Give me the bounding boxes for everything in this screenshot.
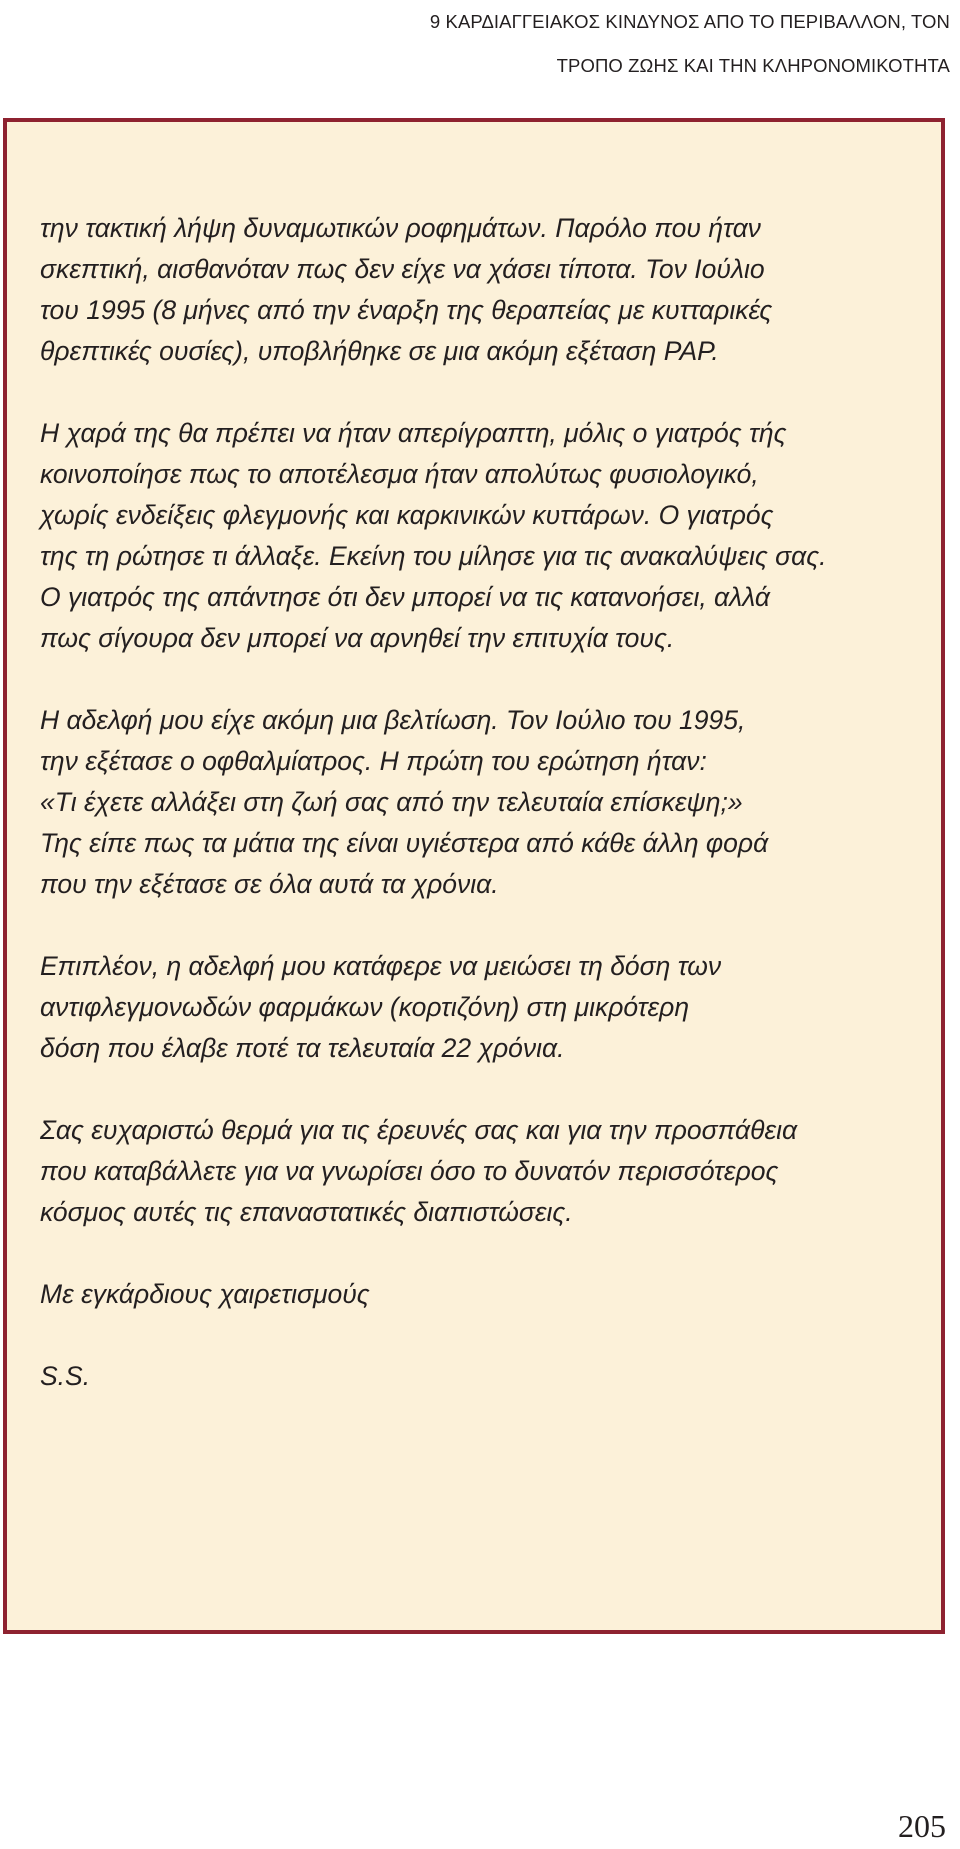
letter-line: Επιπλέον, η αδελφή μου κατάφερε να μειώσει τη δόση των xyxy=(40,951,722,981)
letter-paragraph xyxy=(40,1356,920,1397)
letter-line: που την εξέτασε σε όλα αυτά τα χρόνια. xyxy=(40,869,499,899)
letter-paragraph xyxy=(40,1110,920,1233)
letter-line: κοινοποίησε πως το αποτέλεσμα ήταν απολύτως φυσιολογικό, xyxy=(40,459,759,489)
letter-line: που καταβάλλετε για να γνωρίσει όσο το δυνατόν περισσότερος xyxy=(40,1156,779,1186)
letter-line: την εξέτασε ο οφθαλμίατρος. Η πρώτη του ερώτηση ήταν: xyxy=(40,746,707,776)
letter-paragraph xyxy=(40,1274,920,1315)
running-header xyxy=(150,0,950,88)
letter-body xyxy=(40,208,920,1438)
letter-line: θρεπτικές ουσίες), υποβλήθηκε σε μια ακόμη εξέταση PAP. xyxy=(40,336,719,366)
letter-paragraph xyxy=(40,700,920,905)
letter-line: Η χαρά της θα πρέπει να ήταν απερίγραπτη, μόλις ο γιατρός τής xyxy=(40,418,787,448)
letter-box xyxy=(3,118,945,1634)
letter-line: Η αδελφή μου είχε ακόμη μια βελτίωση. Τον Ιούλιο του 1995, xyxy=(40,705,746,735)
letter-line: την τακτική λήψη δυναμωτικών ροφημάτων. Παρόλο που ήταν xyxy=(40,213,761,243)
letter-paragraph xyxy=(40,413,920,659)
letter-paragraph xyxy=(40,946,920,1069)
letter-line: Σας ευχαριστώ θερμά για τις έρευνές σας και για την προσπάθεια xyxy=(40,1115,798,1145)
page-number: 205 xyxy=(898,1808,946,1844)
letter-line: του 1995 (8 μήνες από την έναρξη της θεραπείας με κυτταρικές xyxy=(40,295,773,325)
letter-line: πως σίγουρα δεν μπορεί να αρνηθεί την επιτυχία τους. xyxy=(40,623,675,653)
letter-line: S.S. xyxy=(40,1361,91,1391)
letter-paragraph xyxy=(40,208,920,372)
letter-line: δόση που έλαβε ποτέ τα τελευταία 22 χρόνια. xyxy=(40,1033,565,1063)
letter-line: χωρίς ενδείξεις φλεγμονής και καρκινικών κυττάρων. Ο γιατρός xyxy=(40,500,774,530)
letter-line: Της είπε πως τα μάτια της είναι υγιέστερα από κάθε άλλη φορά xyxy=(40,828,769,858)
letter-line: «Τι έχετε αλλάξει στη ζωή σας από την τελευταία επίσκεψη;» xyxy=(40,787,743,817)
letter-line: σκεπτική, αισθανόταν πως δεν είχε να χάσει τίποτα. Τον Ιούλιο xyxy=(40,254,765,284)
letter-line: της τη ρώτησε τι άλλαξε. Εκείνη του μίλησε για τις ανακαλύψεις σας. xyxy=(40,541,827,571)
letter-line: Με εγκάρδιους χαιρετισμούς xyxy=(40,1279,370,1309)
running-header-line-1: 9 ΚΑΡΔΙΑΓΓΕΙΑΚΟΣ ΚΙΝΔΥΝΟΣ ΑΠΟ ΤΟ ΠΕΡΙΒΑΛΛΟΝ, ΤΟΝ xyxy=(429,11,950,32)
running-header-line-2: ΤΡΟΠΟ ΖΩΗΣ ΚΑΙ ΤΗΝ ΚΛΗΡΟΝΟΜΙΚΟΤΗΤΑ xyxy=(556,55,950,76)
letter-line: αντιφλεγμονωδών φαρμάκων (κορτιζόνη) στη μικρότερη xyxy=(40,992,690,1022)
letter-line: Ο γιατρός της απάντησε ότι δεν μπορεί να τις κατανοήσει, αλλά xyxy=(40,582,770,612)
letter-line: κόσμος αυτές τις επαναστατικές διαπιστώσεις. xyxy=(40,1197,573,1227)
